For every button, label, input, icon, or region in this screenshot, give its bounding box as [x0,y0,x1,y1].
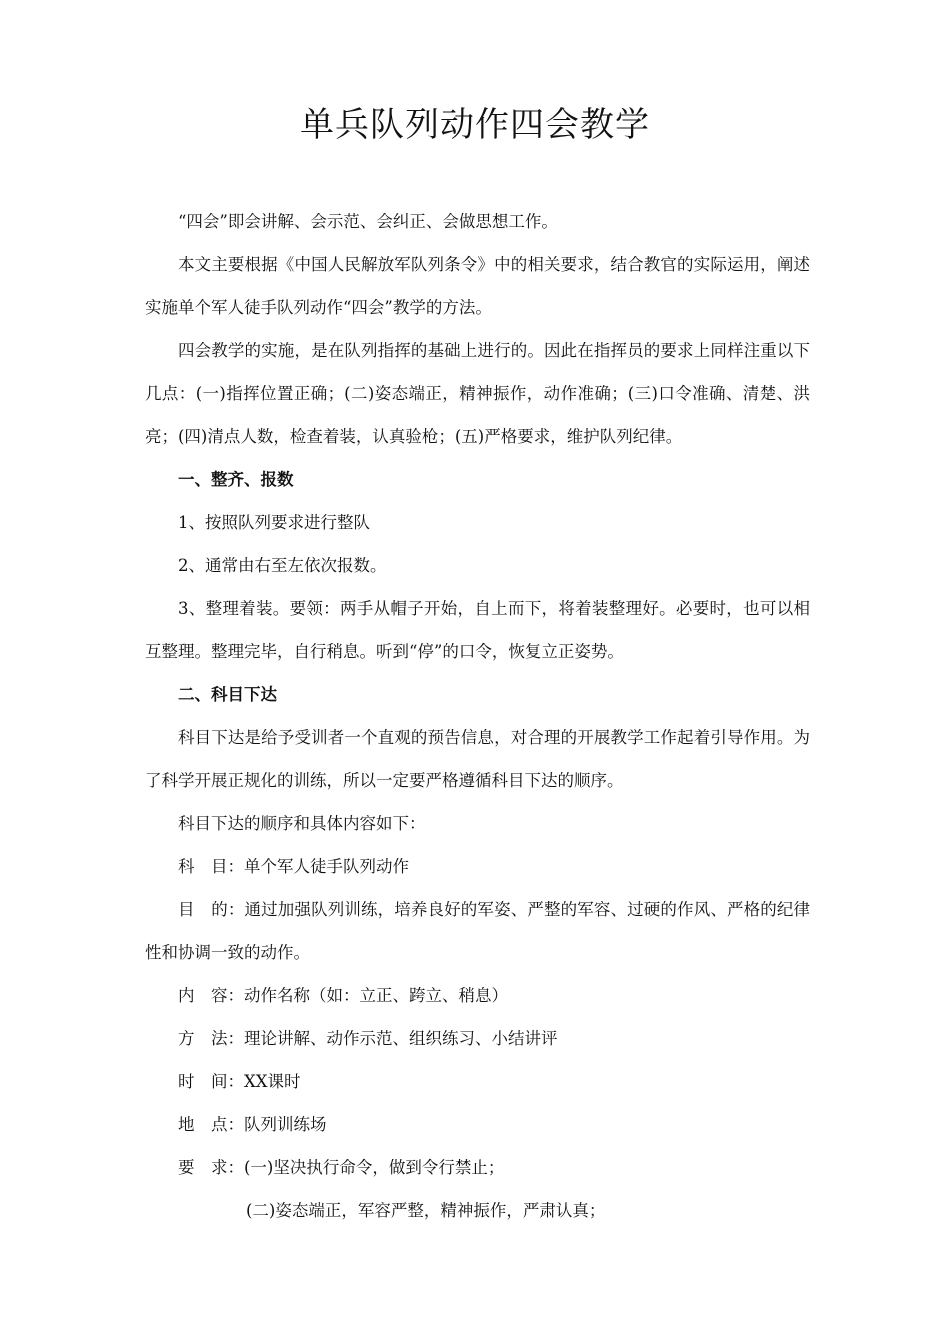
field-subject: 科 目：单个军人徒手队列动作 [178,857,409,876]
document-body [145,200,810,1232]
section-heading-2: 二、科目下达 [178,685,277,704]
field-content: 内 容：动作名称（如：立正、跨立、稍息） [178,986,508,1005]
list-item: 1、按照队列要求进行整队 [178,513,370,532]
field-requirement-continued: (二)姿态端正，军容严整，精神振作，严肃认真； [246,1201,606,1220]
paragraph-requirements: 四会教学的实施，是在队列指挥的基础上进行的。因此在指挥员的要求上同样注重以下几点：(一)指挥位置正确；(二)姿态端正，精神振作，动作准确；(三)口令准确、清楚、洪亮；(四)清点人数，检查着装，认真验枪；(五)严格要求，维护队列纪律。 [145,341,810,446]
list-item: 2、通常由右至左依次报数。 [178,556,387,575]
section-heading-1: 一、整齐、报数 [178,470,294,489]
paragraph-definition: “四会”即会讲解、会示范、会纠正、会做思想工作。 [178,212,558,231]
paragraph-subject-order: 科目下达的顺序和具体内容如下： [178,814,426,833]
paragraph-purpose: 本文主要根据《中国人民解放军队列条令》中的相关要求，结合教官的实际运用，阐述实施单个军人徒手队列动作“四会”教学的方法。 [145,255,810,317]
field-time: 时 间：XX课时 [178,1072,301,1091]
field-requirement: 要 求：(一)坚决执行命令，做到令行禁止； [178,1158,505,1177]
field-method: 方 法：理论讲解、动作示范、组织练习、小结讲评 [178,1029,558,1048]
field-location: 地 点：队列训练场 [178,1115,327,1134]
document-title: 单兵队列动作四会教学 [300,105,650,145]
field-goal: 目 的：通过加强队列训练，培养良好的军姿、严整的军容、过硬的作风、严格的纪律性和协调一致的动作。 [145,900,810,962]
list-item: 3、整理着装。要领：两手从帽子开始，自上而下，将着装整理好。必要时，也可以相互整理。整理完毕，自行稍息。听到“停”的口令，恢复立正姿势。 [145,599,810,661]
paragraph-subject-intro: 科目下达是给予受训者一个直观的预告信息，对合理的开展教学工作起着引导作用。为了科学开展正规化的训练，所以一定要严格遵循科目下达的顺序。 [145,728,810,790]
